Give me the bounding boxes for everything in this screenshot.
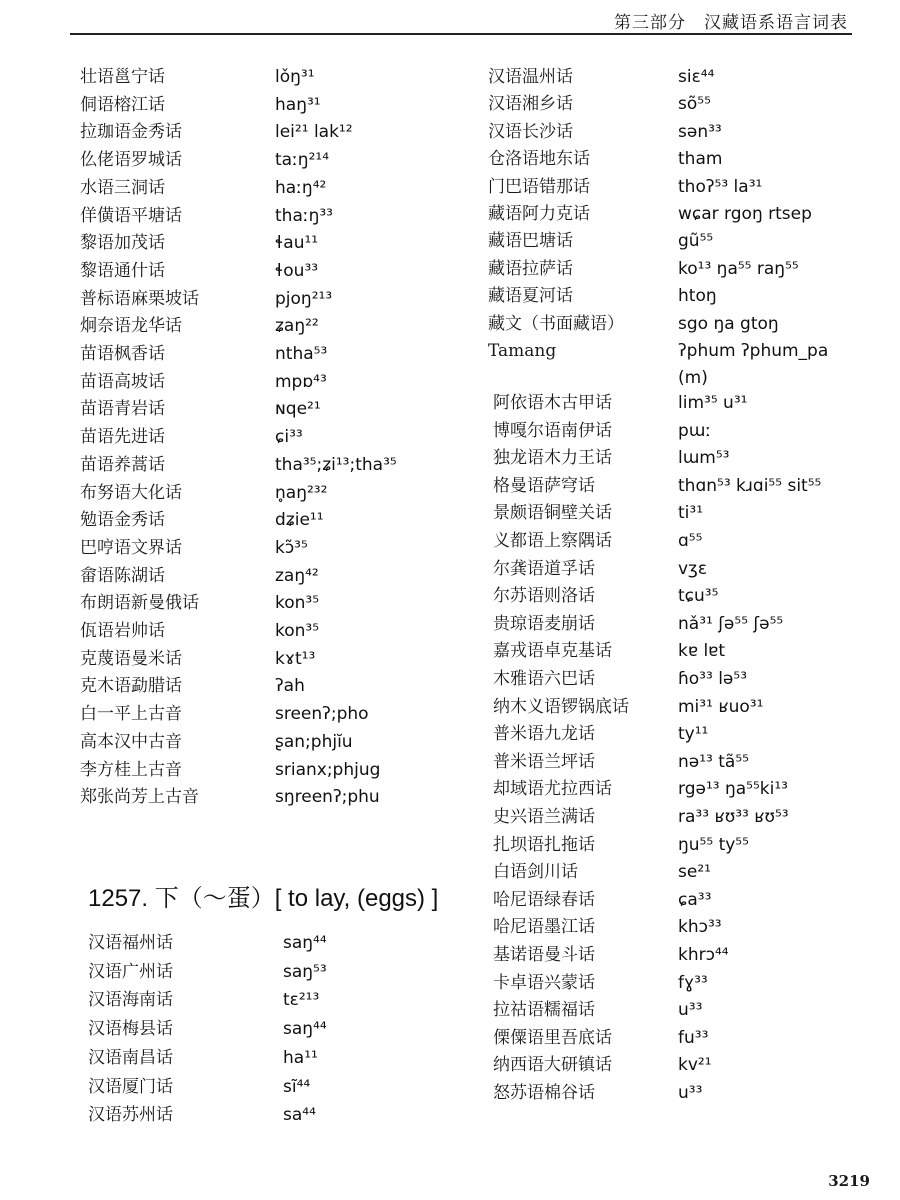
word-form: sgo ŋa gtoŋ [678,313,779,334]
language-name: 哈尼语绿春话 [493,889,595,910]
language-name: 傈僳语里吾底话 [493,1027,612,1048]
language-name: 克木语勐腊话 [80,676,182,697]
language-name: 却域语尤拉西话 [493,779,612,800]
language-name: 汉语广州话 [88,961,173,982]
language-name: 汉语福州话 [88,933,173,953]
word-form: fɣ³³ [678,972,708,993]
word-form: khɔ³³ [678,917,722,938]
language-name: 黎语加茂话 [80,233,165,254]
language-name: 藏文（书面藏语） [488,313,624,334]
word-form: haːŋ⁴² [275,177,327,198]
word-form: sŋreenʔ;phu [275,787,380,808]
language-name: 汉语温州话 [488,67,573,87]
language-name: 独龙语木力王话 [493,448,612,469]
word-form: lɯm⁵³ [678,448,730,469]
word-form: mi³¹ ʁuo³¹ [678,696,764,717]
word-form: saŋ⁴⁴ [283,933,327,953]
word-form: siɛ⁴⁴ [678,67,715,87]
word-form: kv²¹ [678,1055,712,1076]
word-form: se²¹ [678,862,711,883]
language-name: 汉语海南话 [88,990,173,1011]
word-form: n̥aŋ²³² [275,482,328,503]
language-name: 藏语拉萨话 [488,258,573,279]
word-form: saŋ⁴⁴ [283,1019,327,1040]
language-name: 侗语榕江话 [80,94,165,115]
language-name: 景颇语铜壁关话 [493,503,612,524]
language-name: 普标语麻栗坡话 [80,288,199,309]
language-name: 布努语大化话 [80,482,182,503]
word-form: u³³ [678,1000,703,1021]
word-form: nǎ³¹ ʃə⁵⁵ ʃə⁵⁵ [678,613,784,634]
word-form: tɕu³⁵ [678,586,719,607]
language-name: 格曼语萨穹话 [493,475,595,496]
language-name: 贵琼语麦崩话 [493,613,595,634]
language-name: 普米语兰坪话 [493,751,595,772]
word-form: lǒŋ³¹ [275,67,315,87]
word-form: mpɒ⁴³ [275,371,327,392]
language-name: 仫佬语罗城话 [80,150,182,171]
word-form: thoʔ⁵³ la³¹ [678,176,763,197]
word-form: pjoŋ²¹³ [275,288,333,309]
language-name: 炯奈语龙华话 [80,316,182,337]
word-form: ʂan;phjĭu [275,731,353,752]
language-name: 汉语梅县话 [88,1019,173,1040]
word-form: ŋu⁵⁵ ty⁵⁵ [678,834,749,855]
word-form: ʔphum ʔphum_pa [678,341,829,361]
language-name: 卡卓语兴蒙话 [493,972,595,993]
language-name: 黎语通什话 [80,260,165,281]
word-form: pɯː [678,420,712,441]
language-name: 白一平上古音 [80,704,182,725]
word-form: ʑaŋ²² [275,316,319,337]
language-name: 李方桂上古音 [80,759,182,780]
language-name: 克蔑语曼米话 [80,648,182,669]
page-number: 3219 [828,1172,870,1190]
word-form: fu³³ [678,1027,709,1048]
word-form: srianx;phjug [275,759,381,780]
word-form: khrɔ⁴⁴ [678,945,729,965]
language-name: 巴哼语文界话 [80,537,182,558]
language-name: 勉语金秀话 [80,510,165,531]
language-name: 郑张尚芳上古音 [80,787,199,808]
language-name: 义都语上察隅话 [493,531,612,551]
language-name: 汉语南昌话 [88,1047,173,1068]
section-heading: 1257. 下（～蛋）[ to lay, (eggs) ] [88,885,439,912]
word-form: sən³³ [678,121,722,142]
word-form: kon³⁵ [275,593,320,614]
word-form: u³³ [678,1083,703,1103]
word-form: vʒɛ [678,558,708,579]
word-form: ɦo³³ lə⁵³ [678,669,748,689]
language-name: 汉语长沙话 [488,121,573,142]
language-name: 拉珈语金秀话 [80,122,182,143]
language-name: 博嘎尔语南伊话 [493,420,612,441]
word-form: thɑn⁵³ kɹɑi⁵⁵ sit⁵⁵ [678,475,822,496]
language-name: 苗语枫香话 [80,344,165,364]
running-header: 第三部分 汉藏语系语言词表 [614,13,848,33]
language-name: 汉语厦门话 [88,1076,173,1097]
word-form: ha¹¹ [283,1047,318,1068]
word-form: tham [678,149,723,170]
language-name: 基诺语曼斗话 [493,945,595,965]
word-form: ɬou³³ [275,260,319,281]
language-name: 苗语先进话 [80,427,165,448]
word-form: sõ⁵⁵ [678,94,711,115]
word-form: sreenʔ;pho [275,704,369,725]
word-form: haŋ³¹ [275,94,321,115]
word-form: ntha⁵³ [275,344,328,364]
language-name: 纳木义语锣锅底话 [493,696,629,717]
word-form: thaːŋ³³ [275,205,333,226]
word-form: kɔ̃³⁵ [275,537,308,558]
word-form: gũ⁵⁵ [678,231,714,252]
word-form: tha³⁵;ʑi¹³;tha³⁵ [275,454,397,475]
language-name: 高本汉中古音 [80,731,182,752]
word-form: saŋ⁵³ [283,961,327,982]
language-name: 尔龚语道孚话 [493,558,595,579]
word-form: lei²¹ lak¹² [275,122,353,143]
word-form: lim³⁵ u³¹ [678,393,748,413]
language-name: Tamang [488,341,557,361]
language-name: 怒苏语棉谷话 [493,1083,595,1103]
language-name: 尔苏语则洛话 [493,586,595,607]
language-name: 畲语陈湖话 [80,565,165,586]
language-name: 纳西语大研镇话 [493,1055,612,1076]
language-name: 门巴语错那话 [488,176,590,197]
word-form: kon³⁵ [275,621,320,641]
word-form: wɕar rgoŋ rtsep [678,204,812,224]
word-form: sĩ⁴⁴ [283,1076,311,1097]
language-name: 阿依语木古甲话 [493,393,612,413]
language-name: 汉语苏州话 [88,1105,173,1126]
word-form: ty¹¹ [678,724,709,745]
language-name: 仓洛语地东话 [488,149,590,170]
language-name: 苗语高坡话 [80,371,165,392]
word-form: ɕi³³ [275,427,303,448]
language-name: 苗语青岩话 [80,399,165,420]
language-name: 苗语养蒿话 [80,454,165,475]
word-form: ɴqe²¹ [275,399,321,420]
language-name: 壮语邕宁话 [80,67,165,87]
word-form: zaŋ⁴² [275,565,319,586]
language-name: 佯僙语平塘话 [80,205,182,226]
language-name: 木雅语六巴话 [493,669,595,689]
word-form: sa⁴⁴ [283,1105,316,1126]
word-form: htoŋ [678,286,717,307]
word-form: ko¹³ ŋa⁵⁵ raŋ⁵⁵ [678,258,799,279]
language-name: 藏语阿力克话 [488,204,590,224]
word-form: kɐ lɐt [678,641,726,662]
word-form: ɑ⁵⁵ [678,531,703,551]
language-name: 史兴语兰满话 [493,807,595,827]
word-form: ɕa³³ [678,889,712,910]
language-name: 拉祜语糯福话 [493,1000,595,1021]
word-form: taːŋ²¹⁴ [275,150,330,171]
language-name: 汉语湘乡话 [488,94,573,115]
language-name: 布朗语新曼俄话 [80,593,199,614]
word-form: kɤt¹³ [275,648,316,669]
word-form: (m) [678,368,708,389]
language-name: 扎坝语扎拖话 [493,834,595,855]
language-name: 嘉戎语卓克基话 [493,641,612,662]
language-name: 佤语岩帅话 [80,621,165,641]
word-form: ra³³ ʁʊ³³ ʁʊ⁵³ [678,807,789,827]
word-form: rgə¹³ ŋa⁵⁵ki¹³ [678,779,788,800]
word-form: tɛ²¹³ [283,990,320,1011]
language-name: 哈尼语墨江话 [493,917,595,938]
word-form: nə¹³ tã⁵⁵ [678,751,749,772]
language-name: 普米语九龙话 [493,724,595,745]
language-name: 藏语夏河话 [488,286,573,307]
language-name: 白语剑川话 [493,862,578,883]
language-name: 水语三洞话 [80,177,165,198]
header-rule [70,33,852,35]
word-form: dʑie¹¹ [275,510,324,531]
language-name: 藏语巴塘话 [488,231,573,252]
word-form: ɬau¹¹ [275,233,319,254]
word-form: ʔah [275,676,305,697]
word-form: ti³¹ [678,503,704,524]
